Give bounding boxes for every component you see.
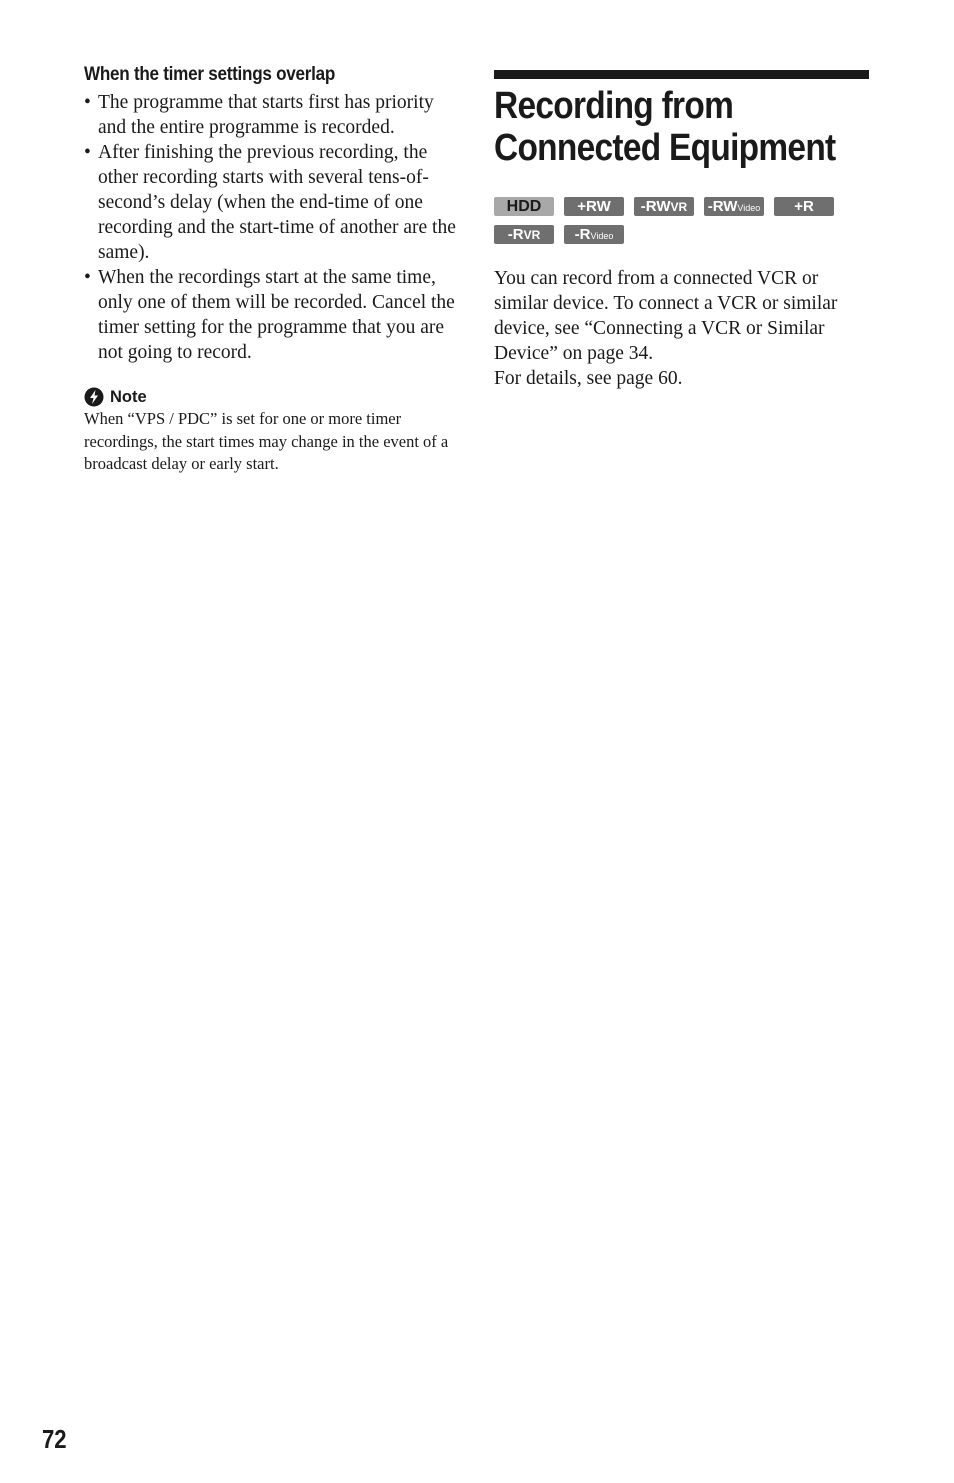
bullet-icon: • bbox=[84, 267, 91, 288]
bullet-text: After finishing the previous recording, the other recording starts with several tens-of-second’s delay (when the end-time of one recording and the start-time of another are the same). bbox=[98, 142, 456, 263]
title-rule bbox=[494, 70, 869, 79]
body-paragraph: You can record from a connected VCR or similar device. To connect a VCR or similar device, see “Connecting a VCR or Similar Device” on page 34. bbox=[494, 268, 838, 364]
bullet-text: When the recordings start at the same time, only one of them will be recorded. Cancel the timer setting for the programme that you are not going to record. bbox=[98, 267, 455, 363]
title-line-1: Recording from bbox=[494, 85, 734, 127]
bullet-icon: • bbox=[84, 142, 91, 163]
section-body bbox=[494, 266, 870, 391]
note-icon bbox=[84, 387, 104, 407]
title-line-2: Connected Equipment bbox=[494, 127, 836, 169]
overlap-rules-list bbox=[84, 90, 462, 365]
bullet-icon: • bbox=[84, 92, 91, 113]
left-column bbox=[84, 62, 462, 476]
badge-minus-rw-vr: -RWVR bbox=[634, 197, 694, 216]
note-heading bbox=[84, 387, 462, 407]
note-label: Note bbox=[110, 388, 147, 406]
badge-minus-r-vr: -RVR bbox=[494, 225, 554, 244]
disc-type-badges bbox=[494, 197, 854, 244]
list-item bbox=[84, 90, 462, 140]
badge-plus-rw: +RW bbox=[564, 197, 624, 216]
badge-minus-r-video: -RVideo bbox=[564, 225, 624, 244]
badge-hdd: HDD bbox=[494, 197, 554, 216]
list-item bbox=[84, 140, 462, 265]
page-title bbox=[494, 85, 864, 169]
section-subheading: When the timer settings overlap bbox=[84, 64, 336, 85]
badge-plus-r: +R bbox=[774, 197, 834, 216]
list-item bbox=[84, 265, 462, 365]
bullet-text: The programme that starts first has priority and the entire programme is recorded. bbox=[98, 92, 434, 138]
page-number: 72 bbox=[42, 1424, 67, 1454]
right-column bbox=[494, 70, 870, 391]
badge-minus-rw-video: -RWVideo bbox=[704, 197, 764, 216]
body-paragraph: For details, see page 60. bbox=[494, 368, 683, 389]
note-text: When “VPS / PDC” is set for one or more timer recordings, the start times may change in the event of a broadcast delay or early start. bbox=[84, 409, 449, 473]
